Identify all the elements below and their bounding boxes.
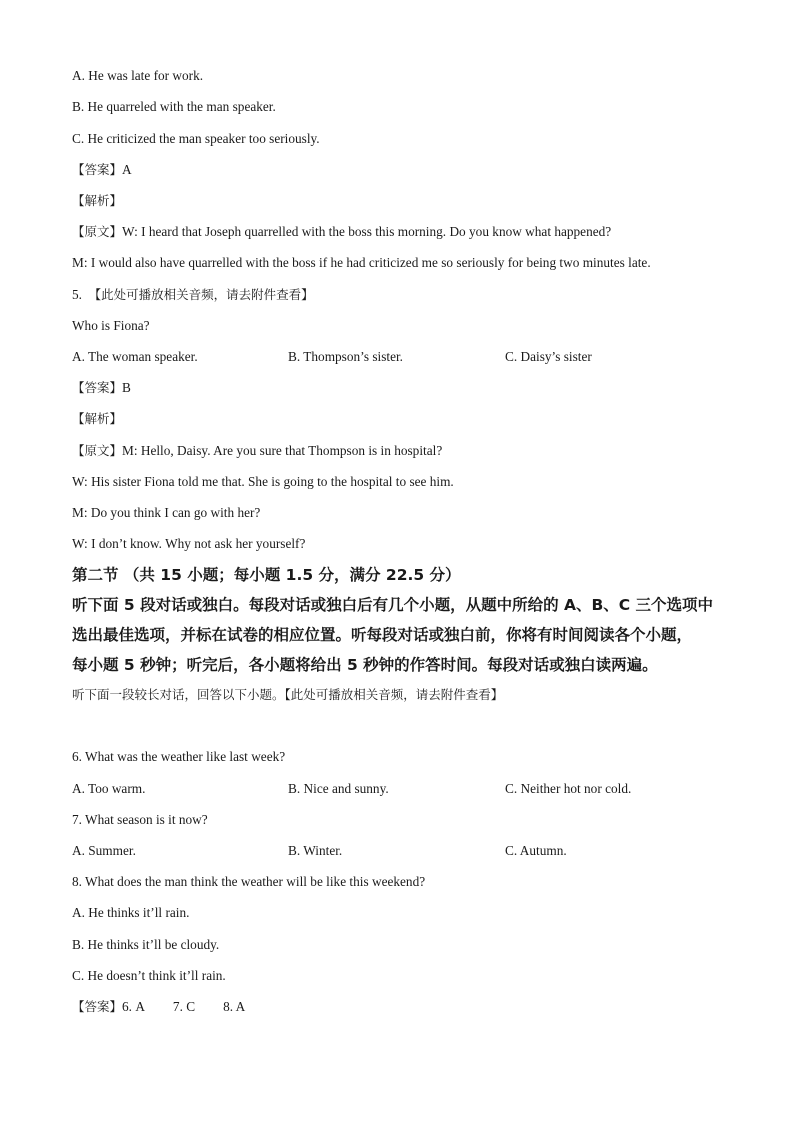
q6-option-a: A. Too warm.: [72, 781, 146, 796]
q5-analysis-tag: 【解析】: [72, 411, 123, 426]
section2-heading: 第二节 （共 15 小题；每小题 1.5 分，满分 22.5 分）: [72, 566, 461, 584]
q7-option-c: C. Autumn.: [505, 843, 567, 858]
q5-transcript-2: W: His sister Fiona told me that. She is going to the hospital to see him.: [72, 474, 454, 489]
q4-option-a: A. He was late for work.: [72, 68, 204, 83]
answer-value: B: [122, 380, 131, 395]
q5-transcript-1: [72, 442, 442, 460]
section2-instruction-3: 每小题 5 秒钟；听完后，各小题将给出 5 秒钟的作答时间。每段对话或独白读两遍。: [72, 656, 658, 674]
q8-option-a: A. He thinks it’ll rain.: [72, 905, 190, 920]
answer-tag: 【答案】: [72, 999, 123, 1014]
q5-number: 5.: [72, 287, 82, 302]
q5-question: Who is Fiona?: [72, 318, 150, 333]
q4-analysis-tag: 【解析】: [72, 193, 123, 208]
answer-7: 7. C: [172, 999, 196, 1014]
transcript-text: W: I heard that Joseph quarrelled with the boss this morning. Do you know what happened?: [122, 224, 612, 239]
q4-option-b: B. He quarreled with the man speaker.: [72, 99, 276, 114]
q5-header: [72, 286, 314, 304]
q8-question: 8. What does the man think the weather will be like this weekend?: [72, 874, 426, 889]
q4-answer: [72, 161, 132, 179]
q7-option-a: A. Summer.: [72, 843, 136, 858]
transcript-tag: 【原文】: [72, 224, 123, 239]
q5-answer: [72, 379, 131, 397]
q4-option-c: C. He criticized the man speaker too seriously.: [72, 131, 320, 146]
q6-question: 6. What was the weather like last week?: [72, 749, 286, 764]
q6-option-b: B. Nice and sunny.: [288, 781, 389, 796]
q5-option-c: C. Daisy’s sister: [505, 349, 592, 364]
section2-instruction-2: 选出最佳选项，并标在试卷的相应位置。听每段对话或独白前，你将有时间阅读各个小题，: [72, 626, 693, 644]
q8-option-c: C. He doesn’t think it’ll rain.: [72, 968, 226, 983]
section2-instruction-1: 听下面 5 段对话或独白。每段对话或独白后有几个小题，从题中所给的 A、B、C 三个选项中: [72, 596, 714, 614]
q7-question: 7. What season is it now?: [72, 812, 208, 827]
q5-transcript-4: W: I don’t know. Why not ask her yourself?: [72, 536, 306, 551]
transcript-text: M: Hello, Daisy. Are you sure that Thompson is in hospital?: [122, 443, 443, 458]
q5-transcript-3: M: Do you think I can go with her?: [72, 505, 261, 520]
q6-option-c: C. Neither hot nor cold.: [505, 781, 632, 796]
q5-audio-note: 【此处可播放相关音频，请去附件查看】: [88, 287, 314, 302]
answer-6: 6. A: [122, 999, 145, 1014]
q4-transcript-2: M: I would also have quarrelled with the boss if he had criticized me so seriously for being two minutes late.: [72, 255, 651, 270]
transcript-tag: 【原文】: [72, 443, 123, 458]
answers-678: [72, 998, 245, 1016]
answer-tag: 【答案】: [72, 380, 123, 395]
section2-listen-note: 听下面一段较长对话，回答以下小题。【此处可播放相关音频，请去附件查看】: [72, 687, 504, 702]
q8-option-b: B. He thinks it’ll be cloudy.: [72, 937, 220, 952]
q4-transcript-1: [72, 223, 611, 241]
answer-8: 8. A: [223, 999, 246, 1014]
answer-value: A: [122, 162, 132, 177]
q7-option-b: B. Winter.: [288, 843, 343, 858]
q5-option-b: B. Thompson’s sister.: [288, 349, 404, 364]
answer-tag: 【答案】: [72, 162, 123, 177]
q5-option-a: A. The woman speaker.: [72, 349, 198, 364]
